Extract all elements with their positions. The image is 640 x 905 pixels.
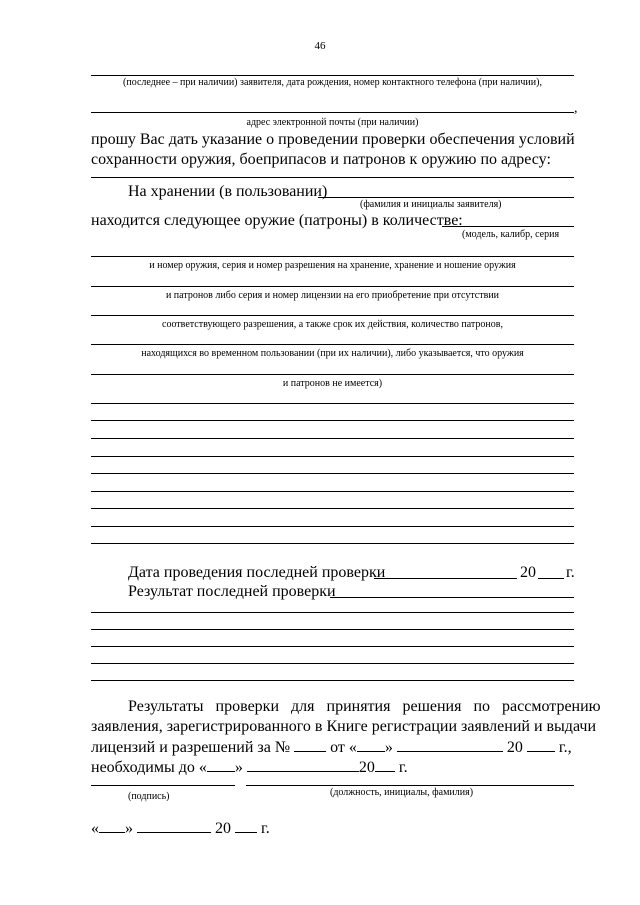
last-check-date-label: Дата проведения последней проверки — [128, 564, 386, 581]
caption-position: (должность, инициалы, фамилия) — [330, 787, 474, 798]
weapon-line-1[interactable] — [91, 256, 574, 257]
email-line[interactable] — [91, 112, 574, 113]
blank-line[interactable] — [91, 456, 574, 457]
blank-line[interactable] — [91, 526, 574, 527]
last-check-year-suffix: г. — [566, 564, 575, 581]
result-line[interactable] — [91, 646, 574, 647]
result-line[interactable] — [91, 629, 574, 630]
results-line-3-year-suffix: г., — [558, 739, 572, 756]
deadline-month-field[interactable] — [247, 757, 359, 772]
caption-signature: (подпись) — [128, 791, 170, 802]
blank-line[interactable] — [91, 420, 574, 421]
storage-fio-line[interactable] — [318, 197, 574, 198]
blank-line[interactable] — [91, 473, 574, 474]
weapon-label: находится следующее оружие (патроны) в количестве: — [91, 212, 463, 229]
caption-weapon-3: соответствующего разрешения, а также срок их действия, количество патронов, — [162, 319, 503, 330]
request-line-1: прошу Вас дать указание о проведении проверки обеспечения условий — [91, 131, 575, 148]
caption-model: (модель, калибр, серия — [462, 229, 560, 240]
last-check-year-line[interactable] — [538, 578, 564, 579]
results-line-2: заявления, зарегистрированного в Книге регистрации заявлений и выдачи — [91, 718, 597, 735]
page-number: 46 — [314, 40, 326, 52]
last-check-result-label: Результат последней проверки — [128, 583, 336, 600]
blank-line[interactable] — [91, 491, 574, 492]
caption-fio: (фамилия и инициалы заявителя) — [360, 199, 502, 210]
address-line[interactable] — [91, 177, 574, 178]
results-line-4-label: необходимы до « — [91, 759, 207, 776]
caption-weapon-4: находящихся во временном пользовании (при их наличии), либо указывается, что оружия — [141, 348, 524, 359]
result-line[interactable] — [91, 612, 574, 613]
result-line[interactable] — [91, 663, 574, 664]
result-line[interactable] — [91, 680, 574, 681]
results-line-3 — [91, 737, 572, 757]
bottom-date-year-field[interactable] — [235, 818, 257, 833]
blank-line[interactable] — [91, 403, 574, 404]
bottom-date-close-quote: » — [125, 820, 133, 837]
results-line-3-year-prefix: 20 — [506, 739, 523, 756]
applicant-name-line[interactable] — [91, 75, 574, 76]
bottom-date — [91, 818, 270, 838]
caption-weapon-2: и патронов либо серия и номер лицензии на его приобретение при отсутствии — [165, 290, 500, 301]
last-check-result-line[interactable] — [330, 597, 574, 598]
position-line[interactable] — [246, 785, 574, 786]
caption-email: адрес электронной почты (при наличии) — [246, 117, 419, 128]
results-line-4 — [91, 757, 408, 777]
bottom-date-month-field[interactable] — [137, 818, 211, 833]
request-line-2: сохранности оружия, боеприпасов и патронов к оружию по адресу: — [91, 151, 551, 168]
signature-line[interactable] — [91, 785, 235, 786]
caption-weapon-5: и патронов не имеется) — [282, 378, 383, 389]
storage-label: На хранении (в пользовании) — [128, 183, 328, 200]
bottom-date-open-quote: « — [91, 820, 99, 837]
blank-line[interactable] — [91, 508, 574, 509]
bottom-date-day-field[interactable] — [99, 818, 125, 833]
results-line-1: Результаты проверки для принятия решения по рассмотрению — [128, 698, 601, 715]
results-line-3-label: лицензий и разрешений за № — [91, 739, 291, 756]
registration-day-field[interactable] — [357, 737, 385, 752]
caption-weapon-1: и номер оружия, серия и номер разрешения на хранение, хранение и ношение оружия — [149, 260, 516, 271]
last-check-year-prefix: 20 — [520, 564, 536, 581]
weapon-line-5[interactable] — [91, 374, 574, 375]
blank-line[interactable] — [91, 543, 574, 544]
deadline-day-field[interactable] — [207, 757, 235, 772]
weapon-line-2[interactable] — [91, 286, 574, 287]
results-line-3-from: от « — [330, 739, 357, 756]
registration-month-field[interactable] — [397, 737, 503, 752]
blank-line[interactable] — [91, 438, 574, 439]
weapon-quantity-line[interactable] — [442, 226, 574, 227]
caption-applicant-contacts: (последнее – при наличии) заявителя, дата рождения, номер контактного телефона (при наличии), — [123, 77, 542, 88]
comma: , — [574, 101, 578, 116]
registration-number-field[interactable] — [294, 737, 326, 752]
weapon-line-3[interactable] — [91, 315, 574, 316]
weapon-line-4[interactable] — [91, 344, 574, 345]
results-line-4-year-prefix: 20 — [358, 759, 375, 776]
bottom-date-year-suffix: г. — [261, 820, 270, 837]
results-line-4-year-suffix: г. — [398, 759, 408, 776]
deadline-year-field[interactable] — [375, 757, 395, 772]
last-check-date-line[interactable] — [374, 578, 517, 579]
results-line-3-close-quote: » — [384, 739, 393, 756]
registration-year-field[interactable] — [527, 737, 555, 752]
results-line-4-close-quote: » — [234, 759, 243, 776]
bottom-date-year-prefix: 20 — [215, 820, 231, 837]
